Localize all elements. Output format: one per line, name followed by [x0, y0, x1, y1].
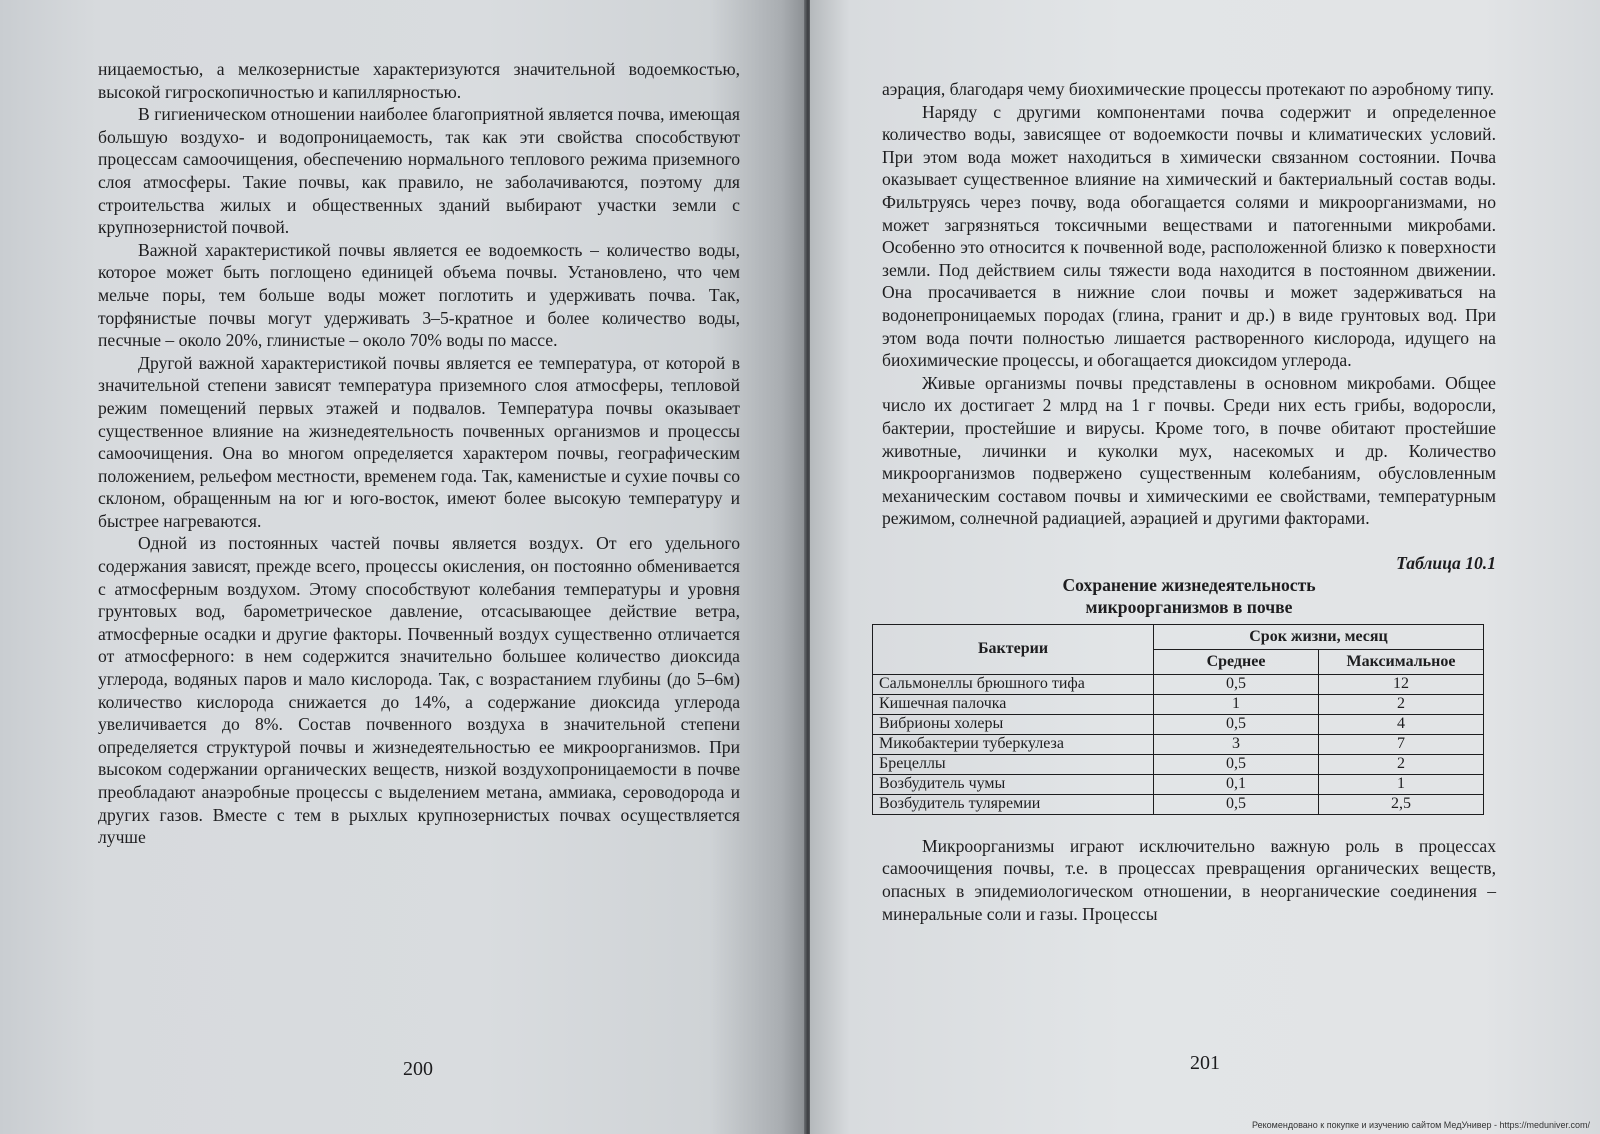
bacteria-name: Вибрионы холеры	[873, 714, 1154, 734]
maximum-value: 2	[1319, 694, 1484, 714]
left-page-text	[98, 58, 740, 849]
table-row	[873, 754, 1484, 774]
maximum-value: 1	[1319, 774, 1484, 794]
right-page-text	[882, 78, 1496, 530]
maximum-value: 2,5	[1319, 794, 1484, 814]
bacteria-name: Брецеллы	[873, 754, 1154, 774]
table-row	[873, 694, 1484, 714]
right-page-text-bottom	[882, 835, 1496, 925]
bacteria-name: Кишечная палочка	[873, 694, 1154, 714]
table-row	[873, 734, 1484, 754]
table-caption: Таблица 10.1	[1396, 552, 1496, 573]
paragraph: Наряду с другими компонентами почва содержит и определенное количество воды, зависящее от водоемкости почвы и климатических условий. При этом вода может находиться в химически связанном состоянии. Почва оказывает существенное влияние на химический и бактериальный состав воды. Фильтруясь через почву, вода обогащается солями и микроорганизмами, но может загрязняться токсичными веществами и патогенными микробами. Особенно это относится к почвенной воде, расположенной близко к поверхности земли. Под действием силы тяжести вода находится в постоянном движении. Она просачивается в нижние слои почвы и может задерживаться на водонепроницаемых породах (глина, гранит и др.) в виде грунтовых вод. При этом вода почти полностью лишается растворенного кислорода, идущего на биохимические процессы, и обогащается диоксидом углерода.	[882, 101, 1496, 371]
header-maximum: Максимальное	[1319, 649, 1484, 674]
bacteria-name: Сальмонеллы брюшного тифа	[873, 674, 1154, 694]
page-number: 200	[403, 1058, 433, 1080]
table-title-line: Сохранение жизнедеятельность	[1062, 574, 1316, 595]
footer-note: Рекомендовано к покупке и изучению сайтом МедУнивер - https://meduniver.com/	[1252, 1120, 1590, 1130]
paragraph: ницаемостью, а мелкозернистые характеризуются значительной водоемкостью, высокой гигроскопичностью и капиллярностью.	[98, 59, 740, 102]
average-value: 0,1	[1154, 774, 1319, 794]
table-row	[873, 794, 1484, 814]
average-value: 0,5	[1154, 794, 1319, 814]
header-bacteria: Бактерии	[873, 624, 1154, 674]
bacteria-name: Возбудитель чумы	[873, 774, 1154, 794]
paragraph: Важной характеристикой почвы является ее водоемкость – количество воды, которое может быть поглощено единицей объема почвы. Установлено, что чем мельче поры, тем больше воды может поглотить и удерживать почва. Так, торфянистые почвы могут удерживать 3–5-кратное и более количество воды, песчные – около 20%, глинистые – около 70% воды по массе.	[98, 239, 740, 351]
paragraph: Микроорганизмы играют исключительно важную роль в процессах самоочищения почвы, т.е. в процессах превращения органических веществ, опасных в эпидемиологическом отношении, в неорганические соединения – минеральные соли и газы. Процессы	[882, 835, 1496, 924]
right-page	[810, 0, 1600, 1134]
paragraph: аэрация, благодаря чему биохимические процессы протекают по аэробному типу.	[882, 79, 1494, 99]
table-row	[873, 714, 1484, 734]
table-row	[873, 774, 1484, 794]
paragraph: Одной из постоянных частей почвы является воздух. От его удельного содержания зависят, прежде всего, процессы окисления, он постоянно обменивается с атмосферным воздухом. Этому способствуют колебания температуры и уровня грунтовых вод, барометрическое давление, отсасывающее действие ветра, атмосферные осадки и другие факторы. Почвенный воздух существенно отличается от атмосферного: в нем содержится значительно большее количество диоксида углерода, водяных паров и мало кислорода. Так, с возрастанием глубины (до 5–6м) количество кислорода снижается до 14%, а содержание диоксида углерода увеличивается до 8%. Состав почвенного воздуха в значительной степени определяется структурой почвы и жизнедеятельностью ее микроорганизмов. При высоком содержании органических веществ, низкой воздухопроницаемости в почве преобладают анаэробные процессы с выделением метана, аммиака, сероводорода и других газов. Вместе с тем в рыхлых крупнозернистых почвах осуществляется лучше	[98, 533, 740, 848]
average-value: 0,5	[1154, 714, 1319, 734]
maximum-value: 2	[1319, 754, 1484, 774]
average-value: 0,5	[1154, 754, 1319, 774]
maximum-value: 4	[1319, 714, 1484, 734]
table-title	[882, 574, 1496, 618]
bacteria-name: Микобактерии туберкулеза	[873, 734, 1154, 754]
paragraph: Другой важной характеристикой почвы является ее температура, от которой в значительной степени зависят температура приземного слоя атмосферы, тепловой режим помещений первых этажей и подвалов. Температура почвы оказывает существенное влияние на жизнедеятельность почвенных организмов и процессы самоочищения. Она во многом определяется характером почвы, географическим положением, рельефом местности, временем года. Так, каменистые и сухие почвы со склоном, обращенным на юг и юго-восток, имеют более высокую температуру и быстрее нагреваются.	[98, 352, 740, 531]
maximum-value: 7	[1319, 734, 1484, 754]
paragraph: В гигиеническом отношении наиболее благоприятной является почва, имеющая большую воздухо- и водопроницаемость, так как эти свойства способствуют процессам самоочищения, обеспечению нормального теплового режима приземного слоя атмосферы. Такие почвы, как правило, не заболачиваются, поэтому для строительства жилых и общественных зданий выбирают участки земли с крупнозернистой почвой.	[98, 104, 740, 238]
table-title-line: микроорганизмов в почве	[1085, 596, 1293, 617]
average-value: 0,5	[1154, 674, 1319, 694]
header-lifespan: Срок жизни, месяц	[1154, 624, 1484, 649]
microorganism-table	[872, 624, 1484, 815]
table-row	[873, 674, 1484, 694]
header-average: Среднее	[1154, 649, 1319, 674]
maximum-value: 12	[1319, 674, 1484, 694]
average-value: 1	[1154, 694, 1319, 714]
average-value: 3	[1154, 734, 1319, 754]
paragraph: Живые организмы почвы представлены в основном микробами. Общее число их достигает 2 млрд на 1 г почвы. Среди них есть грибы, водоросли, бактерии, простейшие и вирусы. Кроме того, в почве обитают простейшие животные, личинки и куколки мух, насекомых и др. Количество микроорганизмов подвержено существенным колебаниям, обусловленным механическим составом почвы и химическими ее свойствами, температурным режимом, солнечной радиацией, аэрацией и другими факторами.	[882, 372, 1496, 529]
bacteria-name: Возбудитель туляремии	[873, 794, 1154, 814]
page-number: 201	[1190, 1052, 1220, 1074]
